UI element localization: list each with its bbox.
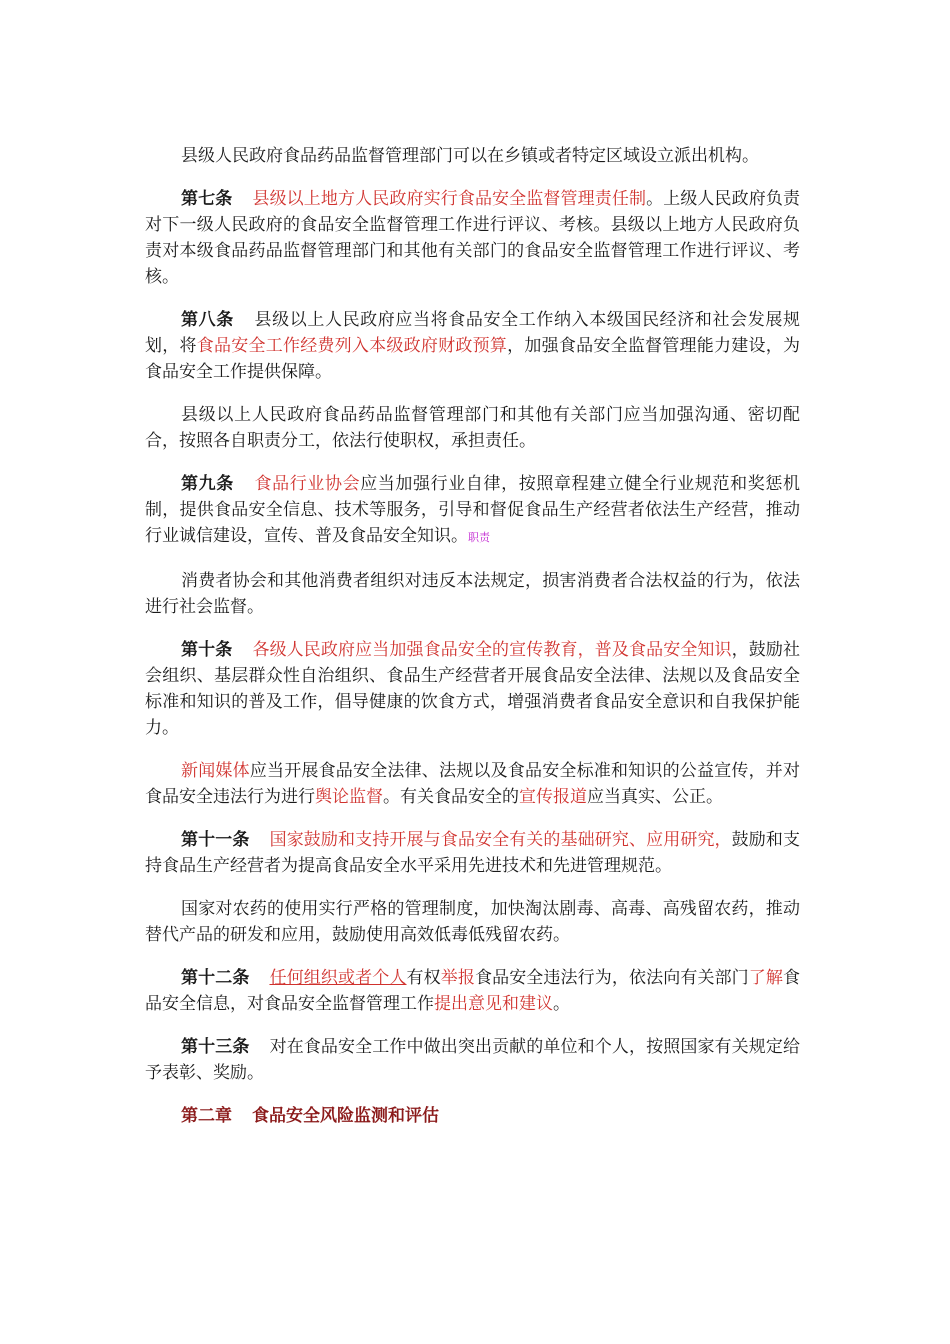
text: ，鼓励社会组织、基层群众性自治组织、食品生产经营者开展食品安全法律、法规以及食品安全标准和知识的普及工作，倡导健康的饮食方式，增强消费者食品安全意识和自我保护能力。: [145, 640, 801, 738]
highlight-text: 食品安全工作经费列入本级政府财政预算: [196, 336, 508, 356]
text: 食品安全违法行为，依法向有关部门: [474, 968, 749, 988]
text: 应当真实、公正。: [587, 787, 723, 807]
highlight-text: 举报: [440, 968, 475, 988]
highlight-text: 提出意见和建议: [434, 994, 553, 1014]
paragraph: [145, 758, 800, 810]
highlight-text: 各级人民政府应当加强食品安全的宣传教育，普及食品安全知识: [252, 640, 732, 660]
chapter-title: 食品安全风险监测和评估: [252, 1106, 439, 1126]
highlight-text: 宣传报道: [519, 787, 587, 807]
text: 国家对农药的使用实行严格的管理制度，加快淘汰剧毒、高毒、高残留农药，推动替代产品的研发和应用，鼓励使用高效低毒低残留农药。: [145, 899, 800, 945]
highlight-text: 舆论监督: [315, 787, 383, 807]
paragraph: [145, 568, 800, 620]
chapter-heading: [145, 1103, 800, 1129]
text: 食品安全信息，对食品安全监督管理工作: [145, 968, 801, 1014]
highlight-text: 国家鼓励和支持开展与食品安全有关的基础研究、应用研究，: [269, 830, 732, 850]
article-10: [145, 637, 800, 741]
chapter-label: 第二章: [181, 1106, 232, 1126]
article-13: [145, 1034, 800, 1086]
paragraph: [145, 402, 800, 454]
text: 。上级人民政府负责对下一级人民政府的食品安全监督管理工作进行评议、考核。县级以上地方人民政府负责对本级食品药品监督管理部门和其他有关部门的食品安全监督管理工作进行评议、考核。: [145, 189, 801, 287]
text: ，加强食品安全监督管理能力建设，为食品安全工作提供保障。: [145, 336, 801, 382]
article-label: 第七条: [181, 189, 233, 209]
article-label: 第十二条: [181, 968, 250, 988]
article-label: 第十三条: [181, 1037, 250, 1057]
paragraph: [145, 896, 800, 948]
text: 有权: [406, 968, 441, 988]
text: 对在食品安全工作中做出突出贡献的单位和个人，按照国家有关规定给予表彰、奖励。: [145, 1037, 801, 1083]
highlight-text: 县级以上地方人民政府实行食品安全监督管理责任制: [252, 189, 647, 209]
text: 应当加强行业自律，按照章程建立健全行业规范和奖惩机制，提供食品安全信息、技术等服务，引导和督促食品生产经营者依法生产经营，推动行业诚信建设，宣传、普及食品安全知识。: [145, 474, 801, 546]
text: 。有关食品安全的: [383, 787, 519, 807]
article-9: [145, 471, 800, 551]
margin-note: 职责: [468, 531, 490, 544]
text: 消费者协会和其他消费者组织对违反本法规定，损害消费者合法权益的行为，依法进行社会监督。: [145, 571, 800, 617]
article-label: 第十一条: [181, 830, 250, 850]
text: 县级人民政府食品药品监督管理部门可以在乡镇或者特定区域设立派出机构。: [181, 146, 759, 166]
text: 应当开展食品安全法律、法规以及食品安全标准和知识的公益宣传，并对食品安全违法行为进行: [145, 761, 801, 807]
article-label: 第十条: [181, 640, 233, 660]
highlight-text: 了解: [748, 968, 784, 988]
document-body: [145, 143, 800, 1146]
text: 。: [553, 994, 570, 1014]
highlight-text: 食品行业协会: [253, 474, 361, 494]
article-label: 第八条: [181, 310, 234, 330]
text: 县级以上人民政府食品药品监督管理部门和其他有关部门应当加强沟通、密切配合，按照各自职责分工，依法行使职权，承担责任。: [145, 405, 800, 451]
article-12: [145, 965, 800, 1017]
article-11: [145, 827, 800, 879]
article-8: [145, 307, 800, 385]
article-7: [145, 186, 800, 290]
highlight-text: 任何组织或者个人: [269, 968, 407, 988]
paragraph: [145, 143, 800, 169]
text: 鼓励和支持食品生产经营者为提高食品安全水平采用先进技术和先进管理规范。: [145, 830, 801, 876]
highlight-text: 新闻媒体: [181, 761, 250, 781]
article-label: 第九条: [181, 474, 234, 494]
text: 县级以上人民政府应当将食品安全工作纳入本级国民经济和社会发展规划，将: [145, 310, 801, 356]
